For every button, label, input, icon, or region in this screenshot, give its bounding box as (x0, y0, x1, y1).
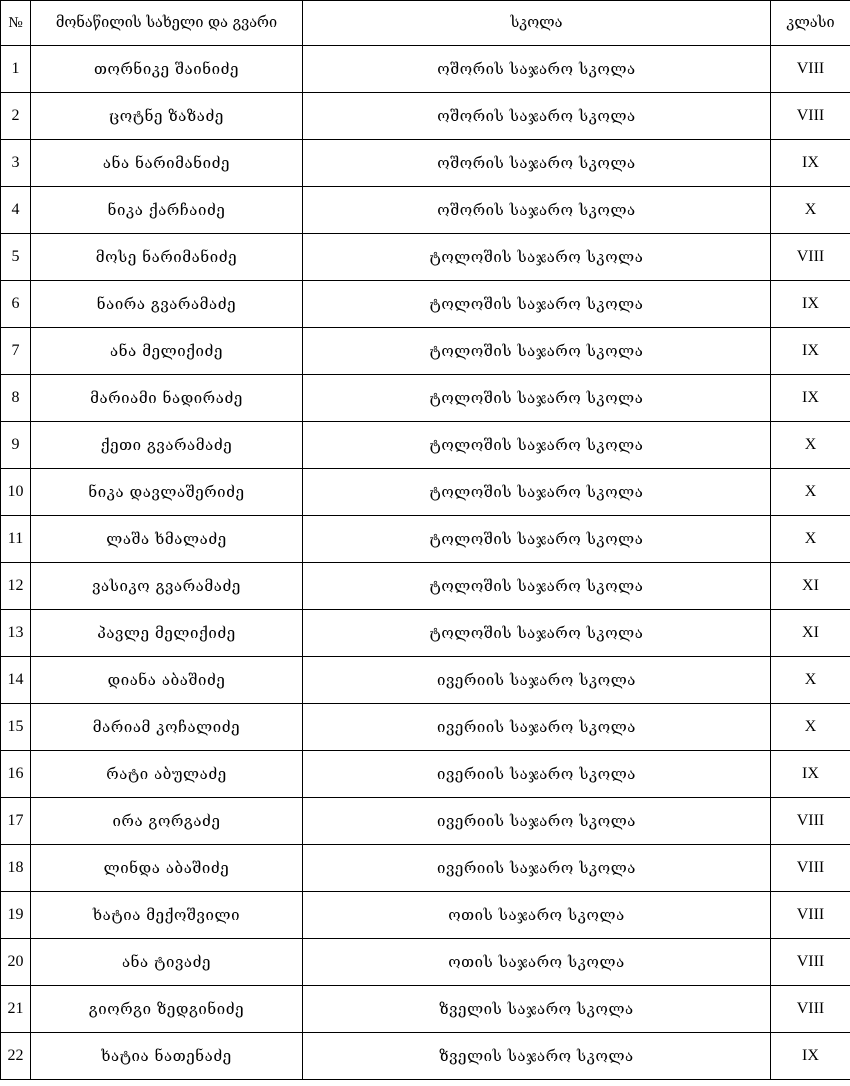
school-name: ტოლოშის საჯარო სკოლა (303, 563, 771, 610)
header-participant-name: მონაწილის სახელი და გვარი (31, 1, 303, 46)
table-row (1, 845, 850, 892)
participant-name: დიანა აბაშიძე (31, 657, 303, 704)
row-number: 22 (1, 1033, 31, 1080)
school-name: ოთის საჯარო სკოლა (303, 892, 771, 939)
participant-name: გიორგი ზედგინიძე (31, 986, 303, 1033)
row-number: 2 (1, 93, 31, 140)
participant-name: რატი აბულაძე (31, 751, 303, 798)
school-name: ოშორის საჯარო სკოლა (303, 46, 771, 93)
row-number: 4 (1, 187, 31, 234)
table-header (1, 1, 850, 46)
table-row (1, 187, 850, 234)
school-name: ოშორის საჯარო სკოლა (303, 140, 771, 187)
school-name: ტოლოშის საჯარო სკოლა (303, 610, 771, 657)
grade-class: VIII (771, 986, 850, 1033)
school-name: ივერიის საჯარო სკოლა (303, 845, 771, 892)
table-row (1, 516, 850, 563)
school-name: ივერიის საჯარო სკოლა (303, 798, 771, 845)
row-number: 17 (1, 798, 31, 845)
grade-class: IX (771, 1033, 850, 1080)
grade-class: IX (771, 328, 850, 375)
school-name: ოთის საჯარო სკოლა (303, 939, 771, 986)
participant-name: მარიამი ნადირაძე (31, 375, 303, 422)
table-row (1, 469, 850, 516)
school-name: ტოლოშის საჯარო სკოლა (303, 469, 771, 516)
table-row (1, 46, 850, 93)
table-row (1, 140, 850, 187)
row-number: 1 (1, 46, 31, 93)
participant-name: ანა ტივაძე (31, 939, 303, 986)
school-name: ტოლოშის საჯარო სკოლა (303, 328, 771, 375)
grade-class: VIII (771, 93, 850, 140)
header-number: № (1, 1, 31, 46)
row-number: 8 (1, 375, 31, 422)
header-school: სკოლა (303, 1, 771, 46)
school-name: ივერიის საჯარო სკოლა (303, 751, 771, 798)
school-name: ტოლოშის საჯარო სკოლა (303, 422, 771, 469)
participant-name: მოსე ნარიმანიძე (31, 234, 303, 281)
grade-class: VIII (771, 845, 850, 892)
grade-class: IX (771, 751, 850, 798)
row-number: 15 (1, 704, 31, 751)
header-class: კლასი (771, 1, 850, 46)
participant-name: ანა ნარიმანიძე (31, 140, 303, 187)
participant-name: პავლე მელიქიძე (31, 610, 303, 657)
participant-name: ცოტნე ზაზაძე (31, 93, 303, 140)
row-number: 20 (1, 939, 31, 986)
participant-name: ხატია ნათენაძე (31, 1033, 303, 1080)
participant-name: ქეთი გვარამაძე (31, 422, 303, 469)
row-number: 11 (1, 516, 31, 563)
school-name: ოშორის საჯარო სკოლა (303, 93, 771, 140)
header-row (1, 1, 850, 46)
school-name: ივერიის საჯარო სკოლა (303, 704, 771, 751)
table-row (1, 657, 850, 704)
participant-name: ირა გორგაძე (31, 798, 303, 845)
row-number: 10 (1, 469, 31, 516)
row-number: 14 (1, 657, 31, 704)
row-number: 18 (1, 845, 31, 892)
table-row (1, 328, 850, 375)
school-name: ზველის საჯარო სკოლა (303, 986, 771, 1033)
row-number: 9 (1, 422, 31, 469)
row-number: 12 (1, 563, 31, 610)
grade-class: XI (771, 610, 850, 657)
school-name: ტოლოშის საჯარო სკოლა (303, 516, 771, 563)
grade-class: VIII (771, 939, 850, 986)
participant-name: ნიკა დავლაშერიძე (31, 469, 303, 516)
grade-class: X (771, 187, 850, 234)
row-number: 7 (1, 328, 31, 375)
grade-class: X (771, 657, 850, 704)
participant-name: ვასიკო გვარამაძე (31, 563, 303, 610)
row-number: 5 (1, 234, 31, 281)
table-row (1, 1033, 850, 1080)
school-name: ზველის საჯარო სკოლა (303, 1033, 771, 1080)
row-number: 19 (1, 892, 31, 939)
row-number: 16 (1, 751, 31, 798)
school-name: ტოლოშის საჯარო სკოლა (303, 281, 771, 328)
grade-class: IX (771, 281, 850, 328)
table-row (1, 892, 850, 939)
table-row (1, 610, 850, 657)
participant-name: ნიკა ქარჩაიძე (31, 187, 303, 234)
grade-class: XI (771, 563, 850, 610)
table-row (1, 563, 850, 610)
school-name: ტოლოშის საჯარო სკოლა (303, 375, 771, 422)
grade-class: VIII (771, 798, 850, 845)
grade-class: VIII (771, 46, 850, 93)
table-row (1, 234, 850, 281)
grade-class: IX (771, 375, 850, 422)
participant-name: ნაირა გვარამაძე (31, 281, 303, 328)
grade-class: X (771, 516, 850, 563)
grade-class: VIII (771, 234, 850, 281)
participant-name: ანა მელიქიძე (31, 328, 303, 375)
table-row (1, 422, 850, 469)
row-number: 6 (1, 281, 31, 328)
grade-class: X (771, 469, 850, 516)
row-number: 3 (1, 140, 31, 187)
table-row (1, 704, 850, 751)
table-row (1, 281, 850, 328)
school-name: ოშორის საჯარო სკოლა (303, 187, 771, 234)
participant-name: მარიამ კოჩალიძე (31, 704, 303, 751)
table-row (1, 93, 850, 140)
table-row (1, 986, 850, 1033)
grade-class: X (771, 422, 850, 469)
table-row (1, 798, 850, 845)
participant-name: ლაშა ხმალაძე (31, 516, 303, 563)
grade-class: VIII (771, 892, 850, 939)
table-row (1, 375, 850, 422)
grade-class: IX (771, 140, 850, 187)
table-row (1, 939, 850, 986)
school-name: ივერიის საჯარო სკოლა (303, 657, 771, 704)
grade-class: X (771, 704, 850, 751)
school-name: ტოლოშის საჯარო სკოლა (303, 234, 771, 281)
table-body (1, 46, 850, 1080)
row-number: 13 (1, 610, 31, 657)
row-number: 21 (1, 986, 31, 1033)
participant-name: ლინდა აბაშიძე (31, 845, 303, 892)
participant-name: ხატია მექოშვილი (31, 892, 303, 939)
participant-name: თორნიკე შაინიძე (31, 46, 303, 93)
table-row (1, 751, 850, 798)
